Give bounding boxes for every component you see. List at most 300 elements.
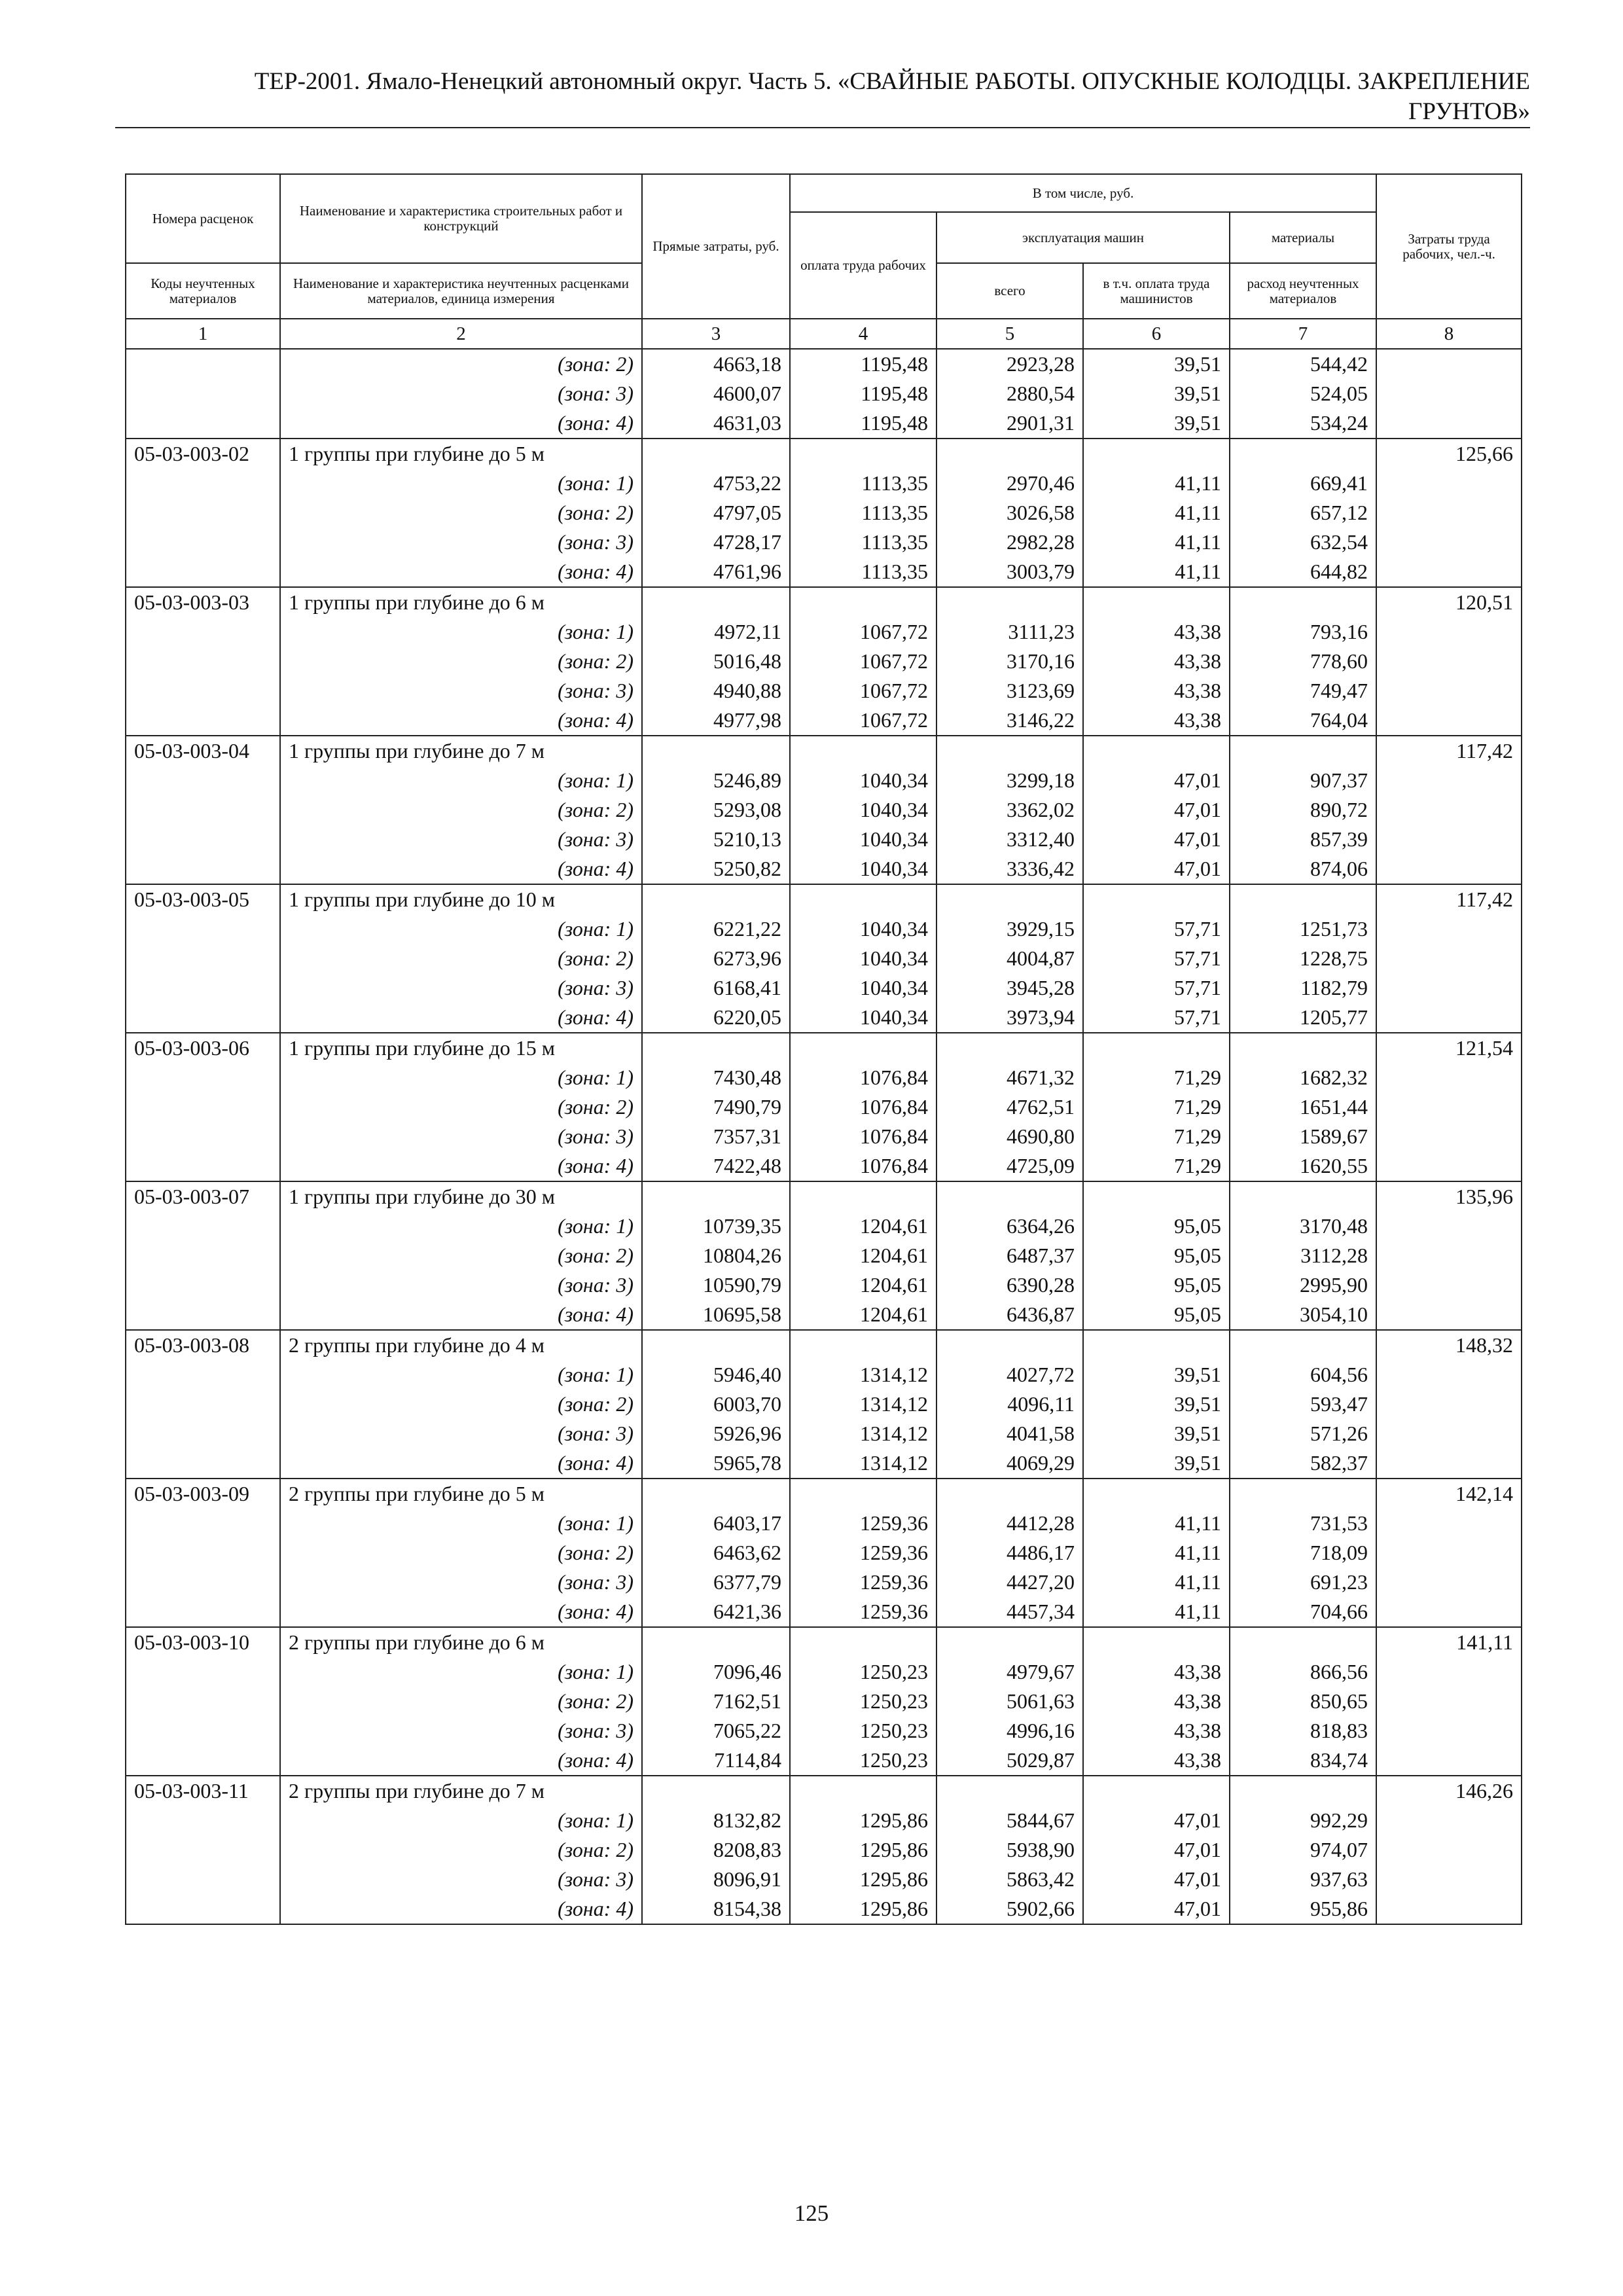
rate-code: 05-03-003-05 [126,884,280,914]
labor-hours-cell [1376,1211,1522,1241]
operator-pay-cell: 41,11 [1083,1568,1230,1597]
machines-total-cell: 4041,58 [936,1419,1083,1448]
zone-label: (зона: 1) [280,1657,642,1687]
labor-hours-cell [1376,766,1522,795]
zone-label: (зона: 3) [280,825,642,854]
labor-hours-cell [1376,1597,1522,1627]
labor-hours-cell [1376,1538,1522,1568]
work-description: 2 группы при глубине до 5 м [280,1479,642,1509]
operator-pay-cell: 39,51 [1083,1360,1230,1390]
labor-hours-cell [1376,1122,1522,1151]
worker-pay-cell: 1040,34 [790,973,936,1003]
rate-header-row [126,587,1522,617]
zone-row [126,1270,1522,1300]
rate-code [126,825,280,854]
worker-pay-cell: 1195,48 [790,349,936,379]
materials-cell: 818,83 [1230,1716,1376,1746]
operator-pay-cell: 47,01 [1083,766,1230,795]
zone-label: (зона: 1) [280,1211,642,1241]
zone-label: (зона: 1) [280,1360,642,1390]
zone-label: (зона: 3) [280,973,642,1003]
header-line-1: ТЕР-2001. Ямало-Ненецкий автономный округ. Часть 5. «СВАЙНЫЕ РАБОТЫ. ОПУСКНЫЕ КОЛОДЦЫ. ЗАКРЕПЛЕНИЕ [254,68,1530,95]
worker-pay-cell: 1204,61 [790,1241,936,1270]
zone-label: (зона: 4) [280,408,642,439]
header-unaccounted-materials: расход неучтенных материалов [1230,263,1376,319]
machines-total-cell: 4690,80 [936,1122,1083,1151]
labor-hours-cell [1376,1657,1522,1687]
operator-pay-cell: 47,01 [1083,1865,1230,1894]
materials-cell [1230,1033,1376,1063]
machines-total-cell: 5938,90 [936,1835,1083,1865]
rate-code [126,795,280,825]
materials-cell: 718,09 [1230,1538,1376,1568]
worker-pay-cell: 1259,36 [790,1568,936,1597]
direct-costs-cell [642,439,790,469]
zone-label: (зона: 3) [280,676,642,706]
labor-hours-cell [1376,1241,1522,1270]
worker-pay-cell: 1259,36 [790,1509,936,1538]
materials-cell: 644,82 [1230,557,1376,587]
work-description: 1 группы при глубине до 7 м [280,736,642,766]
zone-label: (зона: 4) [280,1151,642,1181]
operator-pay-cell: 41,11 [1083,498,1230,528]
zone-label: (зона: 1) [280,914,642,944]
zone-row [126,1241,1522,1270]
materials-cell: 1251,73 [1230,914,1376,944]
worker-pay-cell: 1314,12 [790,1390,936,1419]
zone-row [126,1568,1522,1597]
rate-code [126,498,280,528]
machines-total-cell: 2901,31 [936,408,1083,439]
rate-header-row [126,1627,1522,1657]
direct-costs-cell: 7490,79 [642,1092,790,1122]
zone-row [126,528,1522,557]
operator-pay-cell: 57,71 [1083,1003,1230,1033]
direct-costs-cell: 5250,82 [642,854,790,884]
work-description: 1 группы при глубине до 5 м [280,439,642,469]
labor-hours-cell [1376,498,1522,528]
materials-cell: 907,37 [1230,766,1376,795]
rate-code [126,1360,280,1390]
operator-pay-cell: 71,29 [1083,1063,1230,1092]
header-work-name: Наименование и характеристика строительных работ и конструкций [280,174,642,263]
worker-pay-cell: 1040,34 [790,854,936,884]
machines-total-cell: 4671,32 [936,1063,1083,1092]
zone-row [126,676,1522,706]
operator-pay-cell [1083,1181,1230,1211]
column-number-row [126,319,1522,349]
direct-costs-cell [642,1330,790,1360]
zone-label: (зона: 3) [280,1865,642,1894]
materials-cell: 3112,28 [1230,1241,1376,1270]
machines-total-cell: 5844,67 [936,1806,1083,1835]
direct-costs-cell: 7065,22 [642,1716,790,1746]
machines-total-cell: 6487,37 [936,1241,1083,1270]
direct-costs-cell [642,1479,790,1509]
zone-label: (зона: 4) [280,1003,642,1033]
header-worker-pay: оплата труда рабочих [790,212,936,319]
operator-pay-cell [1083,1776,1230,1806]
machines-total-cell: 3945,28 [936,973,1083,1003]
materials-cell: 571,26 [1230,1419,1376,1448]
operator-pay-cell: 71,29 [1083,1151,1230,1181]
worker-pay-cell [790,1776,936,1806]
operator-pay-cell [1083,884,1230,914]
rate-header-row [126,1181,1522,1211]
zone-row [126,1122,1522,1151]
worker-pay-cell [790,439,936,469]
zone-row [126,944,1522,973]
labor-hours-cell [1376,647,1522,676]
zone-row [126,973,1522,1003]
direct-costs-cell [642,1627,790,1657]
zone-label: (зона: 3) [280,379,642,408]
worker-pay-cell: 1295,86 [790,1806,936,1835]
direct-costs-cell: 6168,41 [642,973,790,1003]
rate-header-row [126,1033,1522,1063]
machines-total-cell: 5902,66 [936,1894,1083,1924]
zone-row [126,706,1522,736]
zone-row [126,498,1522,528]
operator-pay-cell: 47,01 [1083,1806,1230,1835]
materials-cell: 764,04 [1230,706,1376,736]
operator-pay-cell: 41,11 [1083,557,1230,587]
rate-code [126,379,280,408]
labor-hours-cell [1376,1509,1522,1538]
rate-code [126,1509,280,1538]
zone-row [126,469,1522,498]
labor-hours-cell [1376,408,1522,439]
operator-pay-cell: 47,01 [1083,1894,1230,1924]
rate-code [126,1835,280,1865]
page-header [115,67,1530,127]
machines-total-cell: 4004,87 [936,944,1083,973]
zone-row [126,1448,1522,1479]
direct-costs-cell: 7114,84 [642,1746,790,1776]
work-description: 1 группы при глубине до 6 м [280,587,642,617]
direct-costs-cell [642,1181,790,1211]
worker-pay-cell: 1113,35 [790,469,936,498]
direct-costs-cell: 8132,82 [642,1806,790,1835]
operator-pay-cell: 95,05 [1083,1270,1230,1300]
header-direct-costs: Прямые затраты, руб. [642,174,790,319]
worker-pay-cell: 1040,34 [790,825,936,854]
direct-costs-cell: 4728,17 [642,528,790,557]
machines-total-cell [936,1627,1083,1657]
zone-label: (зона: 3) [280,1122,642,1151]
labor-hours-cell [1376,854,1522,884]
materials-cell: 1682,32 [1230,1063,1376,1092]
zone-label: (зона: 4) [280,706,642,736]
column-number: 5 [936,319,1083,349]
rate-code [126,1419,280,1448]
worker-pay-cell: 1250,23 [790,1716,936,1746]
worker-pay-cell: 1067,72 [790,647,936,676]
zone-row [126,408,1522,439]
machines-total-cell: 6364,26 [936,1211,1083,1241]
header-machine-operation: эксплуатация машин [936,212,1230,263]
zone-row [126,1509,1522,1538]
zone-label: (зона: 1) [280,1509,642,1538]
labor-hours-cell [1376,1865,1522,1894]
direct-costs-cell: 5946,40 [642,1360,790,1390]
zone-row [126,1003,1522,1033]
zone-row [126,854,1522,884]
materials-cell: 1620,55 [1230,1151,1376,1181]
materials-cell: 834,74 [1230,1746,1376,1776]
rate-code [126,706,280,736]
machines-total-cell [936,1479,1083,1509]
labor-hours-cell [1376,973,1522,1003]
machines-total-cell: 4457,34 [936,1597,1083,1627]
rate-code: 05-03-003-07 [126,1181,280,1211]
machines-total-cell [936,1181,1083,1211]
direct-costs-cell: 4753,22 [642,469,790,498]
zone-label: (зона: 3) [280,1716,642,1746]
labor-hours-cell [1376,676,1522,706]
rate-code [126,1716,280,1746]
machines-total-cell [936,439,1083,469]
machines-total-cell: 5061,63 [936,1687,1083,1716]
materials-cell: 593,47 [1230,1390,1376,1419]
operator-pay-cell: 43,38 [1083,647,1230,676]
zone-row [126,557,1522,587]
operator-pay-cell: 43,38 [1083,706,1230,736]
machines-total-cell: 6390,28 [936,1270,1083,1300]
zone-label: (зона: 4) [280,1894,642,1924]
direct-costs-cell: 6377,79 [642,1568,790,1597]
zone-row [126,647,1522,676]
direct-costs-cell: 4631,03 [642,408,790,439]
worker-pay-cell [790,736,936,766]
worker-pay-cell: 1295,86 [790,1894,936,1924]
header-machines-total: всего [936,263,1083,319]
direct-costs-cell [642,884,790,914]
zone-row [126,1063,1522,1092]
worker-pay-cell: 1076,84 [790,1122,936,1151]
operator-pay-cell: 43,38 [1083,1687,1230,1716]
header-rate-numbers: Номера расценок [126,174,280,263]
rate-code [126,1568,280,1597]
direct-costs-cell [642,736,790,766]
rate-code [126,973,280,1003]
operator-pay-cell: 57,71 [1083,973,1230,1003]
machines-total-cell: 4979,67 [936,1657,1083,1687]
direct-costs-cell: 5293,08 [642,795,790,825]
worker-pay-cell: 1040,34 [790,766,936,795]
labor-hours-cell [1376,1568,1522,1597]
zone-label: (зона: 1) [280,1806,642,1835]
operator-pay-cell: 39,51 [1083,1390,1230,1419]
worker-pay-cell: 1113,35 [790,557,936,587]
machines-total-cell: 3299,18 [936,766,1083,795]
machines-total-cell: 4069,29 [936,1448,1083,1479]
rate-code [126,1538,280,1568]
labor-hours-cell: 135,96 [1376,1181,1522,1211]
zone-row [126,1419,1522,1448]
labor-hours-cell [1376,1300,1522,1330]
materials-cell [1230,439,1376,469]
zone-row [126,1151,1522,1181]
column-number: 7 [1230,319,1376,349]
direct-costs-cell: 4972,11 [642,617,790,647]
labor-hours-cell: 146,26 [1376,1776,1522,1806]
machines-total-cell: 3123,69 [936,676,1083,706]
materials-cell [1230,1181,1376,1211]
direct-costs-cell: 6463,62 [642,1538,790,1568]
labor-hours-cell [1376,1448,1522,1479]
labor-hours-cell: 141,11 [1376,1627,1522,1657]
direct-costs-cell: 5246,89 [642,766,790,795]
rate-code: 05-03-003-03 [126,587,280,617]
column-number: 6 [1083,319,1230,349]
materials-cell: 1228,75 [1230,944,1376,973]
operator-pay-cell: 71,29 [1083,1122,1230,1151]
materials-cell: 632,54 [1230,528,1376,557]
machines-total-cell: 4412,28 [936,1509,1083,1538]
operator-pay-cell: 95,05 [1083,1211,1230,1241]
zone-label: (зона: 2) [280,1092,642,1122]
worker-pay-cell: 1076,84 [790,1063,936,1092]
zone-row [126,1746,1522,1776]
header-operator-pay: в т.ч. оплата труда машинистов [1083,263,1230,319]
operator-pay-cell [1083,1627,1230,1657]
rate-code: 05-03-003-10 [126,1627,280,1657]
zone-label: (зона: 3) [280,528,642,557]
direct-costs-cell: 7096,46 [642,1657,790,1687]
rate-header-row [126,439,1522,469]
materials-cell: 850,65 [1230,1687,1376,1716]
operator-pay-cell: 39,51 [1083,408,1230,439]
operator-pay-cell [1083,1330,1230,1360]
zone-label: (зона: 2) [280,1241,642,1270]
operator-pay-cell [1083,1479,1230,1509]
rate-code [126,469,280,498]
worker-pay-cell: 1314,12 [790,1360,936,1390]
operator-pay-cell: 43,38 [1083,676,1230,706]
worker-pay-cell: 1113,35 [790,498,936,528]
materials-cell: 704,66 [1230,1597,1376,1627]
zone-label: (зона: 1) [280,766,642,795]
machines-total-cell: 4096,11 [936,1390,1083,1419]
column-number: 3 [642,319,790,349]
direct-costs-cell: 4940,88 [642,676,790,706]
labor-hours-cell [1376,1390,1522,1419]
labor-hours-cell [1376,914,1522,944]
machines-total-cell [936,1330,1083,1360]
materials-cell: 857,39 [1230,825,1376,854]
labor-hours-cell [1376,557,1522,587]
direct-costs-cell: 7162,51 [642,1687,790,1716]
labor-hours-cell [1376,1806,1522,1835]
operator-pay-cell: 57,71 [1083,944,1230,973]
direct-costs-cell: 6221,22 [642,914,790,944]
labor-hours-cell: 117,42 [1376,736,1522,766]
zone-label: (зона: 2) [280,944,642,973]
materials-cell [1230,587,1376,617]
rate-code [126,1597,280,1627]
worker-pay-cell: 1076,84 [790,1151,936,1181]
column-number: 1 [126,319,280,349]
labor-hours-cell [1376,469,1522,498]
operator-pay-cell [1083,1033,1230,1063]
machines-total-cell: 3312,40 [936,825,1083,854]
worker-pay-cell: 1195,48 [790,379,936,408]
rate-code [126,1390,280,1419]
direct-costs-cell: 6273,96 [642,944,790,973]
rate-header-row [126,736,1522,766]
materials-cell [1230,736,1376,766]
rate-header-row [126,1330,1522,1360]
materials-cell: 1205,77 [1230,1003,1376,1033]
direct-costs-cell: 6003,70 [642,1390,790,1419]
operator-pay-cell: 43,38 [1083,1746,1230,1776]
page-number: 125 [794,2200,829,2226]
rate-code [126,854,280,884]
zone-label: (зона: 1) [280,469,642,498]
operator-pay-cell: 47,01 [1083,825,1230,854]
materials-cell [1230,1479,1376,1509]
rate-code [126,349,280,379]
materials-cell: 937,63 [1230,1865,1376,1894]
rate-code [126,408,280,439]
zone-row [126,1894,1522,1924]
zone-label: (зона: 2) [280,795,642,825]
direct-costs-cell: 10739,35 [642,1211,790,1241]
rate-code [126,1687,280,1716]
worker-pay-cell: 1067,72 [790,617,936,647]
labor-hours-cell: 117,42 [1376,884,1522,914]
operator-pay-cell [1083,439,1230,469]
rate-code [126,914,280,944]
zone-row [126,1657,1522,1687]
worker-pay-cell: 1204,61 [790,1300,936,1330]
rates-table [125,173,1522,1925]
column-number: 2 [280,319,642,349]
rate-code: 05-03-003-11 [126,1776,280,1806]
operator-pay-cell: 41,11 [1083,1597,1230,1627]
materials-cell [1230,1776,1376,1806]
materials-cell: 3170,48 [1230,1211,1376,1241]
labor-hours-cell [1376,706,1522,736]
direct-costs-cell: 8208,83 [642,1835,790,1865]
worker-pay-cell: 1067,72 [790,706,936,736]
operator-pay-cell [1083,587,1230,617]
operator-pay-cell: 41,11 [1083,1538,1230,1568]
labor-hours-cell [1376,1746,1522,1776]
materials-cell [1230,1330,1376,1360]
zone-row [126,1806,1522,1835]
labor-hours-cell [1376,349,1522,379]
header-labor-hours: Затраты труда рабочих, чел.-ч. [1376,174,1522,319]
materials-cell: 874,06 [1230,854,1376,884]
direct-costs-cell: 4663,18 [642,349,790,379]
zone-label: (зона: 4) [280,1300,642,1330]
labor-hours-cell [1376,1894,1522,1924]
direct-costs-cell: 6421,36 [642,1597,790,1627]
rate-code: 05-03-003-02 [126,439,280,469]
operator-pay-cell: 71,29 [1083,1092,1230,1122]
worker-pay-cell [790,1627,936,1657]
materials-cell: 1589,67 [1230,1122,1376,1151]
machines-total-cell [936,736,1083,766]
zone-label: (зона: 2) [280,1835,642,1865]
rate-header-row [126,1776,1522,1806]
direct-costs-cell: 4797,05 [642,498,790,528]
labor-hours-cell [1376,1419,1522,1448]
labor-hours-cell: 148,32 [1376,1330,1522,1360]
machines-total-cell: 5863,42 [936,1865,1083,1894]
